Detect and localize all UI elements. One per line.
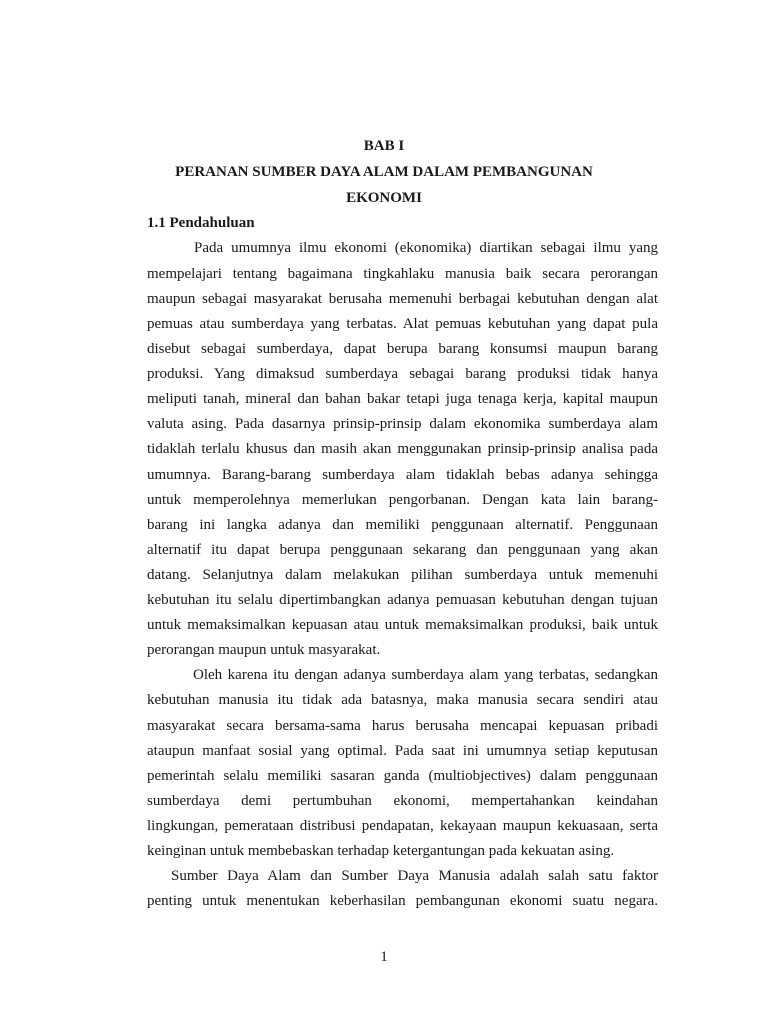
body-line: produksi. Yang dimaksud sumberdaya sebagai barang produksi tidak hanya — [147, 366, 658, 382]
body-line: maupun sebagai masyarakat berusaha memenuhi berbagai kebutuhan dengan alat — [147, 291, 658, 307]
body-line: sumberdaya demi pertumbuhan ekonomi, mempertahankan keindahan — [147, 793, 658, 809]
body-line: untuk memperolehnya memerlukan pengorbanan. Dengan kata lain barang- — [147, 492, 658, 508]
chapter-title-line-2: EKONOMI — [346, 190, 422, 206]
body-line: Sumber Daya Alam dan Sumber Daya Manusia adalah salah satu faktor — [171, 868, 658, 884]
body-line: mempelajari tentang bagaimana tingkahlaku manusia baik secara perorangan — [147, 266, 658, 282]
body-line: masyarakat secara bersama-sama harus berusaha mencapai kepuasan pribadi — [147, 718, 658, 734]
body-line: keinginan untuk membebaskan terhadap ketergantungan pada kekuatan asing. — [147, 843, 615, 859]
chapter-heading: BAB I — [363, 138, 405, 154]
body-line: disebut sebagai sumberdaya, dapat berupa barang konsumsi maupun barang — [147, 341, 658, 357]
body-line: pemerintah selalu memiliki sasaran ganda (multiobjectives) dalam penggunaan — [147, 768, 658, 784]
body-line: umumnya. Barang-barang sumberdaya alam tidaklah bebas adanya sehingga — [147, 467, 658, 483]
body-line: Pada umumnya ilmu ekonomi (ekonomika) diartikan sebagai ilmu yang — [194, 240, 658, 256]
body-line: valuta asing. Pada dasarnya prinsip-prinsip dalam ekonomika sumberdaya alam — [147, 416, 658, 432]
chapter-title-line-1: PERANAN SUMBER DAYA ALAM DALAM PEMBANGUNAN — [175, 164, 593, 180]
body-line: kebutuhan manusia itu tidak ada batasnya, maka manusia secara sendiri atau — [147, 692, 658, 708]
body-line: lingkungan, pemerataan distribusi pendapatan, kekayaan maupun kekuasaan, serta — [147, 818, 658, 834]
body-line: penting untuk menentukan keberhasilan pembangunan ekonomi suatu negara. — [147, 893, 658, 909]
page-number: 1 — [380, 949, 388, 965]
section-heading: 1.1 Pendahuluan — [147, 215, 255, 231]
body-line: pemuas atau sumberdaya yang terbatas. Alat pemuas kebutuhan yang dapat pula — [147, 316, 658, 332]
body-line: datang. Selanjutnya dalam melakukan pilihan sumberdaya untuk memenuhi — [147, 567, 658, 583]
body-line: barang ini langka adanya dan memiliki penggunaan alternatif. Penggunaan — [147, 517, 658, 533]
body-line: meliputi tanah, mineral dan bahan bakar tetapi juga tenaga kerja, kapital maupun — [147, 391, 658, 407]
body-line: alternatif itu dapat berupa penggunaan sekarang dan penggunaan yang akan — [147, 542, 658, 558]
body-line: tidaklah terlalu khusus dan masih akan menggunakan prinsip-prinsip analisa pada — [147, 441, 658, 457]
body-line: kebutuhan itu selalu dipertimbangkan adanya pemuasan kebutuhan dengan tujuan — [147, 592, 658, 608]
body-line: Oleh karena itu dengan adanya sumberdaya alam yang terbatas, sedangkan — [193, 667, 658, 683]
body-line: perorangan maupun untuk masyarakat. — [147, 642, 381, 658]
body-line: untuk memaksimalkan kepuasan atau untuk memaksimalkan produksi, baik untuk — [147, 617, 658, 633]
body-line: ataupun manfaat sosial yang optimal. Pada saat ini umumnya setiap keputusan — [147, 743, 658, 759]
